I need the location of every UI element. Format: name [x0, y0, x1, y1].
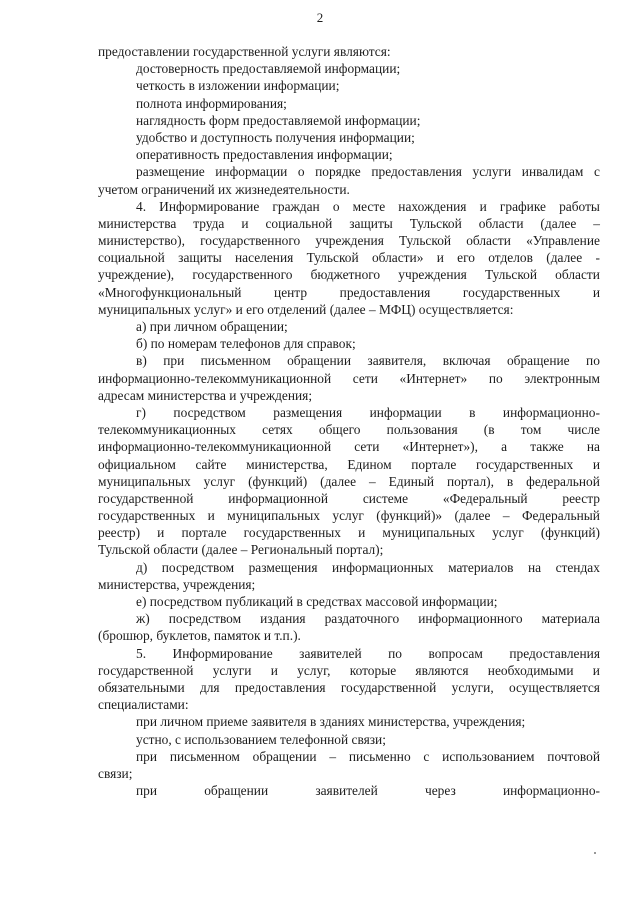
word: сети: [352, 370, 378, 386]
word: и: [436, 250, 444, 266]
word: являются: [415, 662, 469, 678]
word: «Интернет»),: [402, 439, 478, 455]
word: отделов: [488, 250, 533, 266]
word: портале: [411, 456, 457, 472]
word: Тульской: [409, 215, 462, 231]
word: Единый: [388, 473, 435, 489]
word: (далее: [546, 250, 583, 266]
word: –: [502, 508, 510, 524]
word: -: [595, 250, 600, 266]
word: и: [358, 525, 366, 541]
word: –: [593, 215, 600, 231]
word: социальной: [265, 215, 333, 231]
word: Тульской: [306, 250, 359, 266]
text-line: [98, 404, 600, 421]
word: учреждение),: [98, 267, 175, 283]
word: информационного: [418, 611, 523, 627]
word: в: [506, 473, 514, 489]
word: размещение: [136, 164, 205, 180]
word: пользования: [386, 422, 458, 438]
word: государственной: [340, 679, 437, 695]
text-line: [98, 215, 600, 232]
word: посредством: [173, 404, 246, 420]
word: г): [136, 404, 146, 420]
word: 5.: [136, 645, 147, 661]
word: обращении: [204, 783, 269, 799]
text-line: е) посредством публикаций в средствах массовой информации;: [136, 594, 498, 609]
word: защиты: [178, 250, 222, 266]
word: заявителя,: [367, 353, 427, 369]
text-line: Тульской области (далее – Региональный портал);: [98, 542, 384, 558]
word: ж): [136, 611, 150, 627]
word: обращении: [252, 748, 317, 764]
word: посредством: [161, 559, 235, 575]
word: министерства: [98, 215, 177, 231]
text-line: [98, 438, 600, 455]
text-line: [98, 679, 600, 696]
word: информационной: [228, 490, 328, 506]
word: и: [241, 215, 249, 231]
text-line: [98, 284, 600, 301]
word: министерства,: [246, 456, 328, 472]
word: услуг: [492, 525, 524, 541]
word: для: [199, 679, 220, 695]
text-line: [98, 748, 600, 765]
word: услуг: [332, 508, 364, 524]
word: с: [423, 748, 430, 764]
document-body: [98, 43, 600, 799]
word: предоставления: [339, 284, 431, 300]
word: письменном: [200, 353, 271, 369]
text-line: предоставлении государственной услуги являются:: [98, 44, 391, 59]
text-line: [98, 232, 600, 249]
word: учреждения: [315, 233, 384, 249]
word: по: [388, 645, 402, 661]
word: и: [157, 525, 165, 541]
word: системе: [362, 490, 409, 506]
word: письменно: [348, 748, 411, 764]
word: материала: [541, 611, 600, 627]
word: сети: [354, 439, 380, 455]
word: сетях: [262, 422, 293, 438]
word: области: [478, 215, 524, 231]
word: размещения: [248, 559, 318, 575]
word: Тульской: [484, 267, 538, 283]
text-line: четкость в изложении информации;: [136, 78, 340, 94]
word: в): [136, 353, 147, 369]
word: (далее: [320, 473, 357, 489]
word: и: [207, 508, 215, 524]
word: инвалидам: [521, 164, 584, 180]
word: материалов: [448, 559, 514, 575]
word: информации: [369, 404, 442, 420]
text-line: [98, 421, 600, 438]
word: и: [479, 198, 487, 214]
word: (функций)»: [376, 508, 443, 524]
word: графике: [499, 198, 546, 214]
page-number: 2: [316, 10, 324, 25]
text-line: [98, 610, 600, 627]
word: (далее: [454, 508, 491, 524]
word: информационно-телекоммуникационной: [98, 370, 332, 386]
word: заявителей: [299, 645, 362, 661]
word: министерство),: [98, 233, 185, 249]
word: портале: [181, 525, 227, 541]
word: размещения: [273, 404, 343, 420]
word: центр: [274, 284, 308, 300]
text-line: учетом ограничений их жизнедеятельности.: [98, 181, 350, 197]
word: при: [136, 748, 158, 764]
word: информационно-телекоммуникационной: [98, 439, 332, 455]
word: услуги: [212, 662, 252, 678]
word: области: [466, 233, 511, 249]
word: по: [586, 353, 600, 369]
word: области»: [371, 250, 424, 266]
word: защиты: [349, 215, 393, 231]
text-line: министерства, учреждения;: [98, 576, 256, 592]
word: на: [586, 439, 600, 455]
word: (далее: [540, 215, 577, 231]
word: д): [136, 559, 148, 575]
word: труда: [193, 215, 225, 231]
word: и: [592, 456, 600, 472]
text-line: [98, 163, 600, 180]
word: использованием: [442, 748, 535, 764]
word: раздаточного: [324, 611, 400, 627]
word: а: [501, 439, 508, 455]
text-line: (брошюр, буклетов, памяток и т.п.).: [98, 628, 301, 644]
word: государственной: [98, 490, 194, 506]
word: Информирование: [172, 645, 273, 661]
word: месте: [352, 198, 386, 214]
word: письменном: [169, 748, 240, 764]
word: порядке: [315, 164, 361, 180]
word: «Интернет»: [399, 370, 468, 386]
text-line: полнота информирования;: [136, 95, 287, 111]
text-line: оперативность предоставления информации;: [136, 147, 393, 163]
word: посредством: [168, 611, 242, 627]
text-line: [98, 266, 600, 283]
word: государственных: [475, 456, 574, 472]
word: информационно-: [502, 783, 600, 799]
word: общего: [318, 422, 361, 438]
text-line: [98, 198, 600, 215]
text-line: удобство и доступность получения информации;: [136, 129, 415, 145]
text-line: специалистами:: [98, 697, 189, 713]
word: населения: [235, 250, 294, 266]
word: области: [555, 267, 600, 283]
word: и: [592, 284, 600, 300]
word: –: [368, 473, 376, 489]
word: о: [332, 198, 340, 214]
word: также: [530, 439, 564, 455]
word: муниципальных: [382, 525, 476, 541]
word: предоставления: [234, 679, 326, 695]
word: бюджетного: [310, 267, 381, 283]
word: его: [457, 250, 475, 266]
text-line: [98, 490, 600, 507]
text-line: [98, 782, 600, 799]
text-line: [98, 352, 600, 369]
word: Едином: [347, 456, 392, 472]
word: которые: [349, 662, 397, 678]
word: включая: [442, 353, 491, 369]
text-line: б) по номерам телефонов для справок;: [136, 336, 356, 352]
word: издания: [260, 611, 306, 627]
word: «Федеральный: [442, 490, 528, 506]
text-line: при личном приеме заявителя в зданиях министерства, учреждения;: [136, 714, 526, 730]
word: Федеральный: [521, 508, 600, 524]
word: числе: [567, 422, 600, 438]
word: государственного: [200, 233, 301, 249]
word: по: [488, 370, 503, 386]
word: –: [329, 748, 337, 764]
word: услуги: [472, 164, 512, 180]
word: том: [520, 422, 542, 438]
word: (функций): [540, 525, 600, 541]
word: и: [592, 662, 600, 678]
word: Информирование: [159, 198, 260, 214]
word: государственных: [243, 525, 341, 541]
word: услуг: [203, 473, 236, 489]
word: в: [469, 404, 476, 420]
word: «Управление: [526, 233, 600, 249]
word: обязательными: [98, 679, 185, 695]
word: государственного: [192, 267, 293, 283]
text-line: [98, 662, 600, 679]
word: государственных: [98, 508, 196, 524]
text-line: связи;: [98, 765, 133, 781]
text-line: а) при личном обращении;: [136, 319, 288, 334]
word: муниципальных: [227, 508, 320, 524]
word: информационно-: [502, 404, 600, 420]
word: учреждения: [398, 267, 467, 283]
word: стендах: [555, 559, 600, 575]
text-line: [98, 473, 600, 490]
text-line: адресам министерства и учреждения;: [98, 387, 313, 403]
word: телекоммуникационных: [98, 422, 236, 438]
word: осуществляется: [509, 679, 600, 695]
word: муниципальных: [98, 473, 191, 489]
text-line: [98, 524, 600, 541]
word: (функций): [248, 473, 308, 489]
word: почтовой: [547, 748, 600, 764]
text-line: [98, 507, 600, 524]
text-line: [98, 559, 600, 576]
word: федеральной: [526, 473, 600, 489]
word: работы: [559, 198, 600, 214]
text-line: устно, с использованием телефонной связи;: [136, 731, 386, 747]
word: официальном: [98, 456, 176, 472]
word: информации: [215, 164, 288, 180]
word: (в: [483, 422, 495, 438]
word: информационных: [332, 559, 434, 575]
word: реестр): [98, 525, 141, 541]
word: услуг,: [297, 662, 331, 678]
scan-speck: [594, 852, 596, 854]
word: «Многофункциональный: [98, 284, 242, 300]
word: о: [297, 164, 305, 180]
word: государственных: [462, 284, 561, 300]
word: реестр: [562, 490, 600, 506]
word: предоставления: [371, 164, 462, 180]
word: сайте: [195, 456, 227, 472]
word: социальной: [98, 250, 165, 266]
text-line: [98, 249, 600, 266]
word: обращении: [287, 353, 351, 369]
word: заявителей: [315, 783, 378, 799]
word: нахождения: [398, 198, 467, 214]
word: при: [136, 783, 158, 799]
text-line: [98, 645, 600, 662]
word: и: [270, 662, 278, 678]
word: Тульской: [399, 233, 452, 249]
text-line: [98, 370, 600, 387]
word: на: [527, 559, 542, 575]
word: электронным: [524, 370, 600, 386]
word: с: [593, 164, 600, 180]
word: вопросам: [428, 645, 483, 661]
text-line: муниципальных услуг» и его отделений (далее – МФЦ) осуществляется:: [98, 301, 514, 317]
word: государственной: [98, 662, 194, 678]
text-line: наглядность форм предоставляемой информации;: [136, 112, 421, 128]
word: необходимыми: [487, 662, 574, 678]
word: услуги,: [451, 679, 494, 695]
word: предоставления: [509, 645, 600, 661]
word: обращение: [506, 353, 570, 369]
word: при: [163, 353, 185, 369]
word: граждан: [272, 198, 320, 214]
text-line: достоверность предоставляемой информации;: [136, 61, 401, 77]
word: через: [424, 783, 456, 799]
word: 4.: [136, 198, 147, 214]
word: портал),: [447, 473, 494, 489]
text-line: [98, 456, 600, 473]
